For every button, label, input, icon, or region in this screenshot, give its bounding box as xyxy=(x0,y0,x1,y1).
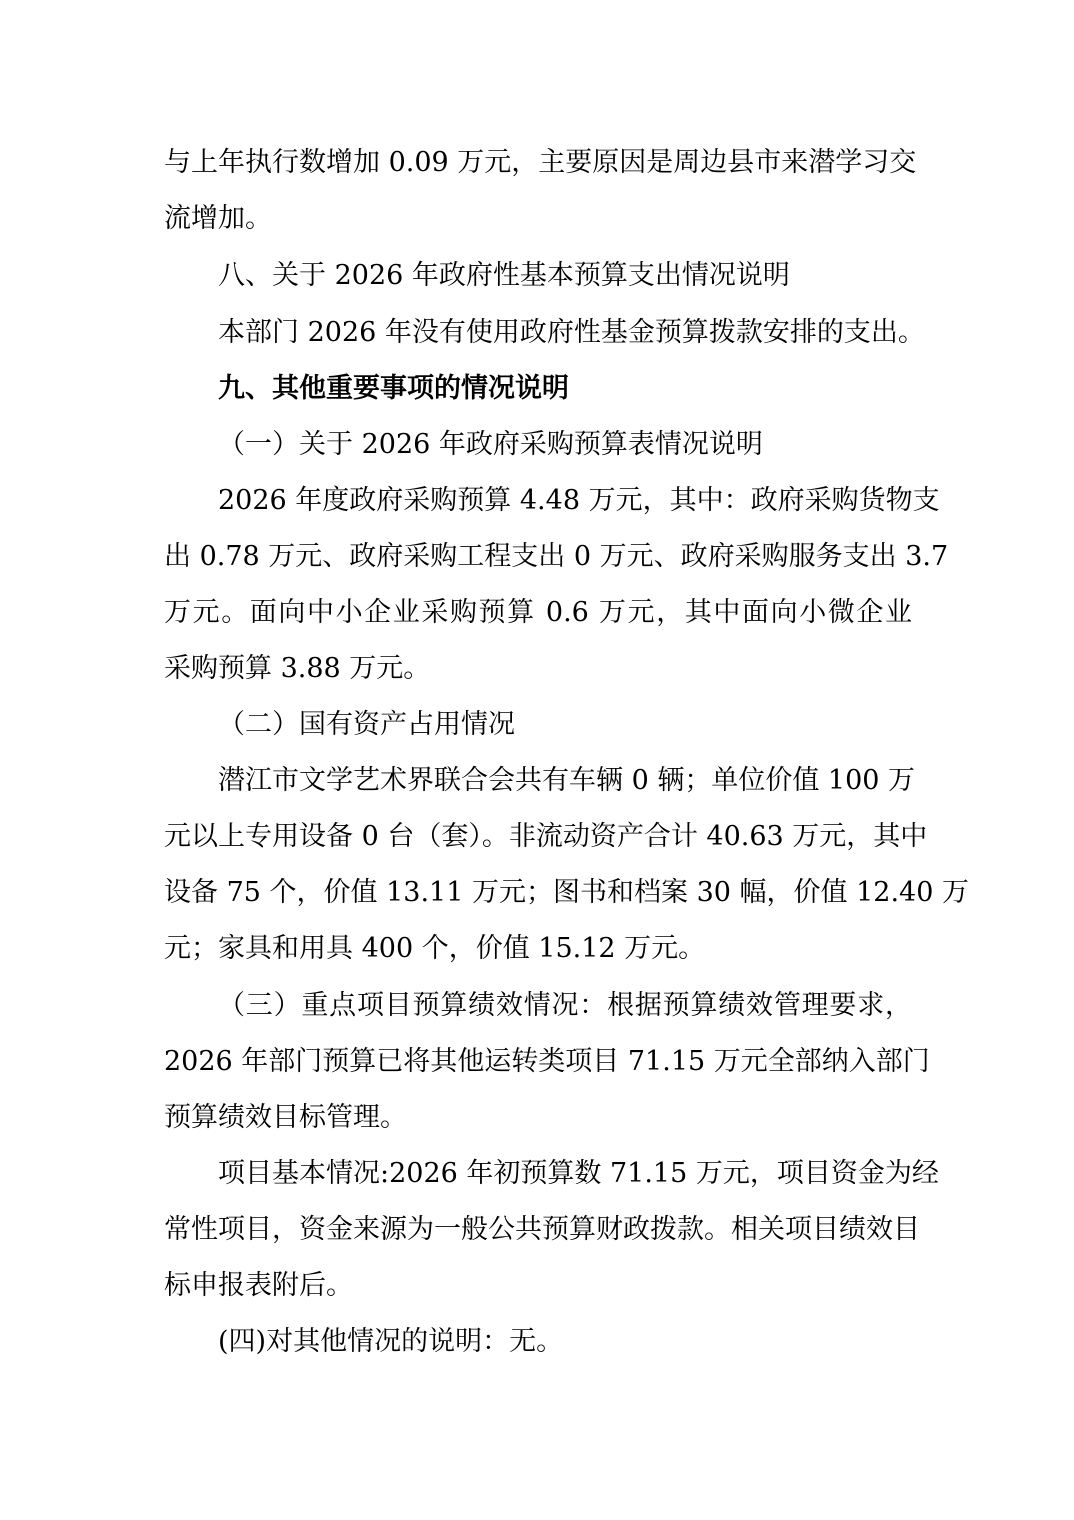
paragraph-line: 与上年执行数增加 0.09 万元，主要原因是周边县市来潜学习交 xyxy=(164,147,917,178)
paragraph-line: 元；家具和用具 400 个，价值 15.12 万元。 xyxy=(164,933,706,964)
subsection-heading-1: （一）关于 2026 年政府采购预算表情况说明 xyxy=(218,429,763,460)
section-heading-9: 九、其他重要事项的情况说明 xyxy=(218,373,569,404)
paragraph-line: 潜江市文学艺术界联合会共有车辆 0 辆；单位价值 100 万 xyxy=(218,765,916,796)
paragraph-line: 万元。面向中小企业采购预算 0.6 万元，其中面向小微企业 xyxy=(164,597,912,628)
paragraph-line: 出 0.78 万元、政府采购工程支出 0 万元、政府采购服务支出 3.7 xyxy=(164,541,949,572)
paragraph-line: 2026 年部门预算已将其他运转类项目 71.15 万元全部纳入部门 xyxy=(164,1046,930,1077)
subsection-heading-4: (四)对其他情况的说明：无。 xyxy=(218,1326,564,1357)
paragraph-line: 常性项目，资金来源为一般公共预算财政拨款。相关项目绩效目 xyxy=(164,1214,920,1245)
paragraph-line: 2026 年度政府采购预算 4.48 万元，其中：政府采购货物支 xyxy=(218,485,940,516)
paragraph-line: 项目基本情况:2026 年初预算数 71.15 万元，项目资金为经 xyxy=(218,1158,939,1189)
paragraph-line: 元以上专用设备 0 台（套）。非流动资产合计 40.63 万元，其中 xyxy=(164,821,928,852)
paragraph-line: 本部门 2026 年没有使用政府性基金预算拨款安排的支出。 xyxy=(218,317,925,348)
section-heading-8: 八、关于 2026 年政府性基本预算支出情况说明 xyxy=(218,260,790,291)
paragraph-line: 设备 75 个，价值 13.11 万元；图书和档案 30 幅，价值 12.40 万 xyxy=(164,877,969,908)
paragraph-line: 预算绩效目标管理。 xyxy=(164,1102,407,1133)
subsection-heading-2: （二）国有资产占用情况 xyxy=(218,709,515,740)
paragraph-line: 采购预算 3.88 万元。 xyxy=(164,653,431,684)
subsection-heading-3: （三）重点项目预算绩效情况：根据预算绩效管理要求， xyxy=(218,990,912,1021)
paragraph-line: 标申报表附后。 xyxy=(164,1270,353,1301)
paragraph-line: 流增加。 xyxy=(164,203,272,234)
